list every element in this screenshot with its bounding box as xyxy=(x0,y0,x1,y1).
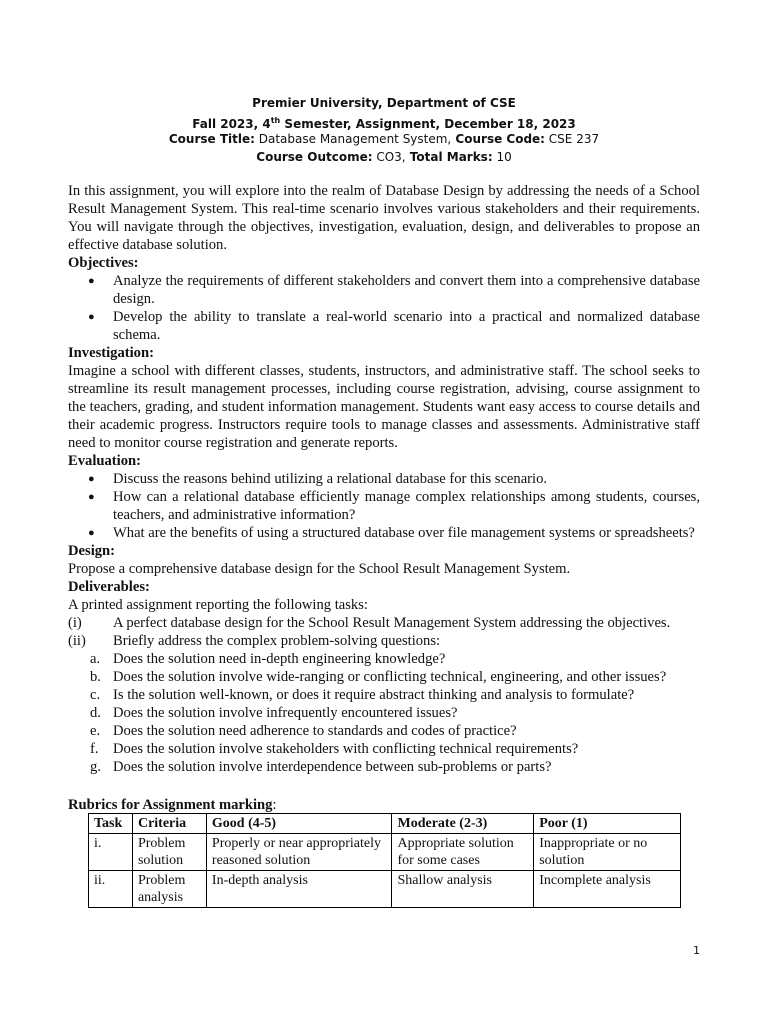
column-header: Criteria xyxy=(132,814,206,834)
deliverables-heading: Deliverables: xyxy=(68,579,150,595)
table-cell: Problem solution xyxy=(132,834,206,871)
table-cell: Shallow analysis xyxy=(392,871,534,908)
intro-paragraph: In this assignment, you will explore into the realm of Database Design by addressing the needs of a School Result Management System. This real-time scenario involves various stakeholders and their requirements. You will navigate through the objectives, investigation, evaluation, design, and deliverables to propose an effective database solution. xyxy=(68,183,700,253)
evaluation-list xyxy=(68,470,700,542)
list-marker: e. xyxy=(90,723,101,739)
list-item: ● Analyze the requirements of different stakeholders and convert them into a comprehensive database design. xyxy=(68,272,700,308)
table-row xyxy=(89,871,681,908)
list-marker: a. xyxy=(90,651,101,667)
rubrics-heading: Rubrics for Assignment marking xyxy=(68,797,273,813)
table-cell: ii. xyxy=(89,871,133,908)
list-item: e. Does the solution need adherence to standards and codes of practice? xyxy=(90,723,517,739)
investigation-paragraph: Imagine a school with different classes, students, instructors, and administrative staff. The school seeks to streamline its result management processes, including course registration, advising, course assignment to the teachers, grading, and student information management. Students want easy access to course details and their academic progress. Instructors require tools to manage classes and assessments. Administrative staff need to monitor course registration and generate reports. xyxy=(68,363,700,451)
list-item: ● How can a relational database efficiently manage complex relationships among students, courses, teachers, and administrative information? xyxy=(68,488,700,524)
objectives-list xyxy=(68,272,700,344)
list-item: d. Does the solution involve infrequently encountered issues? xyxy=(90,705,458,721)
column-header: Task xyxy=(89,814,133,834)
list-item: a. Does the solution need in-depth engineering knowledge? xyxy=(90,651,446,667)
evaluation-heading: Evaluation: xyxy=(68,453,141,469)
university-heading: Premier University, Department of CSE xyxy=(252,96,516,110)
table-cell: Properly or near appropriately reasoned solution xyxy=(206,834,392,871)
deliverables-task-list xyxy=(68,614,700,650)
list-item: (i) A perfect database design for the School Result Management System addressing the objectives. xyxy=(68,615,671,631)
deliverables-intro: A printed assignment reporting the following tasks: xyxy=(68,597,368,613)
list-item: c. Is the solution well-known, or does it require abstract thinking and analysis to formulate? xyxy=(90,687,635,703)
list-item: f. Does the solution involve stakeholders with conflicting technical requirements? xyxy=(90,741,579,757)
list-item: ● What are the benefits of using a structured database over file management systems or spreadsheets? xyxy=(68,524,700,542)
table-cell: In-depth analysis xyxy=(206,871,392,908)
list-item: b. Does the solution involve wide-ranging or conflicting technical, engineering, and other issues? xyxy=(90,669,667,685)
design-heading: Design: xyxy=(68,543,116,559)
list-marker: f. xyxy=(90,741,99,757)
design-paragraph: Propose a comprehensive database design for the School Result Management System. xyxy=(68,561,571,577)
course-title-line: Course Title: Database Management System, Course Code: CSE 237 xyxy=(168,132,600,146)
investigation-heading: Investigation: xyxy=(68,345,154,361)
list-marker: (i) xyxy=(68,615,82,631)
column-header: Poor (1) xyxy=(534,814,681,834)
semester-line: Fall 2023, 4th Semester, Assignment, December 18, 2023 xyxy=(192,116,576,131)
rubrics-heading-line: Rubrics for Assignment marking: xyxy=(68,797,277,813)
list-item: ● Develop the ability to translate a real-world scenario into a practical and normalized database schema. xyxy=(68,308,700,344)
list-marker: g. xyxy=(90,759,101,775)
list-marker: d. xyxy=(90,705,101,721)
page-number: 1 xyxy=(693,944,700,957)
list-marker: c. xyxy=(90,687,101,703)
table-cell: Appropriate solution for some cases xyxy=(392,834,534,871)
table-cell: i. xyxy=(89,834,133,871)
column-header: Good (4-5) xyxy=(206,814,392,834)
list-item: ● Discuss the reasons behind utilizing a relational database for this scenario. xyxy=(68,470,700,488)
column-header: Moderate (2-3) xyxy=(392,814,534,834)
rubrics-table xyxy=(88,813,681,908)
list-item: g. Does the solution involve interdependence between sub-problems or parts? xyxy=(90,759,552,775)
table-cell: Problem analysis xyxy=(132,871,206,908)
list-item: (ii) Briefly address the complex problem-solving questions: xyxy=(68,633,441,649)
table-cell: Incomplete analysis xyxy=(534,871,681,908)
table-cell: Inappropriate or no solution xyxy=(534,834,681,871)
objectives-heading: Objectives: xyxy=(68,255,139,271)
assignment-body xyxy=(68,182,700,776)
table-header-row xyxy=(89,814,681,834)
list-marker: b. xyxy=(90,669,101,685)
list-marker: (ii) xyxy=(68,633,86,649)
table-row xyxy=(89,834,681,871)
course-outcome-line: Course Outcome: CO3, Total Marks: 10 xyxy=(256,150,512,164)
question-list xyxy=(68,650,700,776)
